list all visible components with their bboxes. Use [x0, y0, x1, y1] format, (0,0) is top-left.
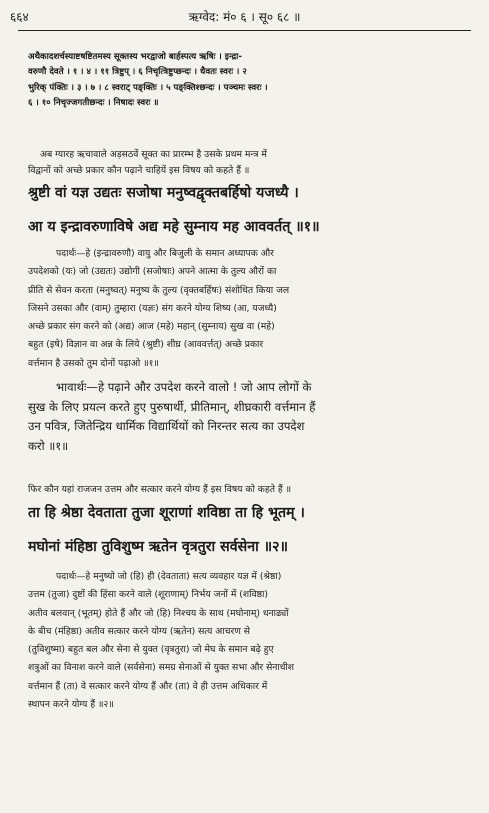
- bhavartha-line: करो ॥१॥: [28, 438, 69, 453]
- intro-line: अब ग्यारह ऋचावाले अड़सठवें सूक्त का प्रारम्भ है उसके प्रथम मन्त्र में: [40, 149, 267, 160]
- padartha-line: प्रीति से सेवन करता (मनुष्वत्) मनुष्य के तुल्य (वृक्तबर्हिषः) संशोधित किया जल: [28, 284, 290, 296]
- mantra-2-line-2: मघोनां मंहिष्ठा तुविशुष्म ऋतेन वृत्रतुरा सर्वसेना ॥२॥: [28, 539, 289, 555]
- bhavartha-1: [28, 378, 471, 456]
- padartha-line: अच्छे प्रकार संग करने को (अद्य) आज (महे) महान् (सुम्नाय) सुख वा (महे): [28, 321, 275, 333]
- page-number: ६६४: [10, 10, 29, 24]
- bhavartha-line: सुख के लिए प्रयत्न करते हुए पुरुषार्थी, प्रीतिमान्, शीघ्रकारी वर्त्तमान हैं: [28, 399, 316, 414]
- padartha-line: के बीच (मंहिष्ठा) अतीव सत्कार करने योग्य (ऋतेन) सत्य आचरण से: [28, 625, 250, 637]
- meta-line: ६ । १० निचृज्जगतीछन्दः । निषादः स्वरः ॥: [28, 98, 159, 109]
- topic-note-2: फिर कौन यहां राजजन उत्तम और सत्कार करने योग्य हैं इस विषय को कहते हैं ॥: [28, 484, 292, 495]
- padartha-line: (तुविशुष्मा) बहुत बल और सेना से युक्त (वृत्रतुरा) जो मेघ के समान बढ़े हुए: [28, 644, 274, 656]
- padartha-line: अतीव बलवान् (भूतम्) होते हैं और जो (हि) निश्चय के साथ (मघोनाम्) धनाढ्यों: [28, 607, 289, 619]
- header-rule: [18, 30, 471, 31]
- padartha-line: वर्त्तमान है उसको तुम दोनों पढ़ाओ ॥१॥: [28, 357, 159, 369]
- meta-line: अथैकादशर्चस्याष्टषष्टितमस्य सूक्तस्य भरद्वाजो बार्हस्पत्य ऋषिः । इन्द्रा-: [28, 52, 242, 62]
- padartha-line: जिसने उसका और (वाम्) तुम्हारा (यज्ञः) संग करने योग्य शिष्य (आ, यजध्यै): [28, 302, 277, 314]
- padartha-1: [28, 245, 471, 373]
- mantra-1-line-1: श्रुष्टी वां यज्ञ उद्यतः सजोषा मनुष्वद्वृक्तबर्हिषो यजध्यै ।: [28, 185, 299, 201]
- padartha-2: [28, 568, 471, 714]
- padartha-line: शत्रुओं का विनाश करने वाले (सर्वसेना) समग्र सेनाओं से युक्त सभा और सेनाधीश: [28, 662, 295, 674]
- intro-line: विद्वानों को अच्छे प्रकार कौन पढ़ाने चाहियें इस विषय को कहते हैं ॥: [28, 164, 250, 176]
- bhavartha-line: उन पवित्र, जितेन्द्रिय धार्मिक विद्यार्थियों को निरन्तर सत्य का उपदेश: [28, 419, 305, 433]
- meta-line: भुरिक् पंक्तिः । ३ । ७ । ८ स्वराट् पङ्क्तिः । ५ पङ्क्तिश्छन्दः । पञ्चमः स्वरः ।: [28, 82, 268, 93]
- padartha-line: पदार्थः—हे (इन्द्रावरुणौ) वायु और बिजुली के समान अध्यापक और: [56, 248, 274, 259]
- padartha-line: स्थापन करने योग्य हैं ॥२॥: [28, 699, 114, 711]
- page-header: [10, 8, 479, 26]
- sukta-metadata: [28, 50, 471, 112]
- padartha-line: उत्तम (तुजा) दुष्टों की हिंसा करने वाले (शूराणाम्) निर्भय जनों में (शविष्ठा): [28, 589, 268, 601]
- bhavartha-line: भावार्थः—हे पढ़ाने और उपदेश करने वालो ! जो आप लोगों के: [56, 380, 312, 394]
- mantra-2-line-1: ता हि श्रेष्ठा देवताता तुजा शूराणां शविष्ठा ता हि भूतम् ।: [28, 505, 305, 521]
- padartha-line: पदार्थः—हे मनुष्यो जो (हि) ही (देवताता) सत्य व्यवहार यज्ञ में (श्रेष्ठा): [56, 571, 282, 582]
- sukta-introduction: [28, 147, 471, 178]
- padartha-line: बहुत (इषे) विज्ञान वा अन्न के लिये (श्रुष्टी) शीघ्र (आववर्त्तत्) अच्छे प्रकार: [28, 339, 264, 351]
- meta-line: वरुणौ देवते । १ । ४ । ११ त्रिष्टुप् । ६ निचृत्त्रिष्टुप्छन्दः । धैवतः स्वरः । २: [28, 67, 247, 78]
- padartha-line: वर्त्तमान हैं (ता) वे सत्कार करने योग्य हैं और (ता) वे ही उत्तम अधिकार में: [28, 680, 268, 692]
- running-title: ऋग्वेद: मं० ६ । सू० ६८ ॥: [188, 10, 301, 24]
- padartha-line: उपदेशको (यः) जो (उद्यतः) उद्योगी (सजोषाः) अपने आत्मा के तुल्य औरों का: [28, 266, 277, 278]
- mantra-1-line-2: आ य इन्द्रावरुणाविषे अद्य महे सुम्नाय मह आववर्तत् ॥१॥: [28, 219, 320, 235]
